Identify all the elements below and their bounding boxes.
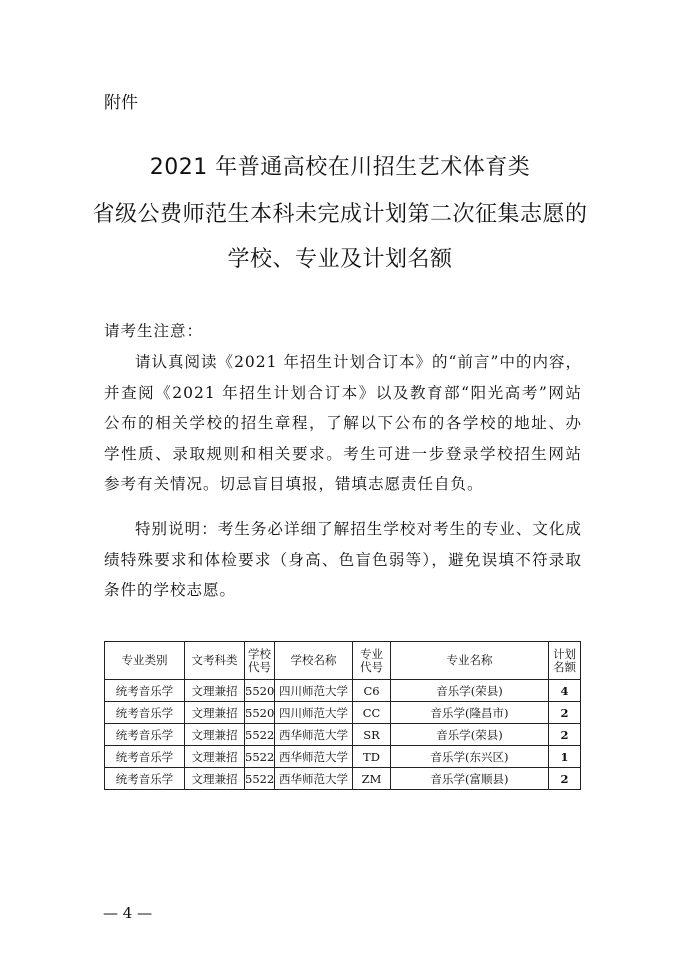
table-row	[105, 680, 581, 702]
header-school-name: 学校名称	[275, 642, 353, 680]
cell-quota: 4	[549, 680, 581, 702]
notice-paragraph-1: 请认真阅读《2021 年招生计划合订本》的“前言”中的内容，并查阅《2021 年招生计划合订本》以及教育部“阳光高考”网站公布的相关学校的招生章程，了解以下公布的各学校的地址、办学性质、录取规则和相关要求。考生可进一步登录学校招生网站参考有关情况。切忌盲目填报，错填志愿责任自负。	[104, 353, 582, 493]
cell-subject: 文理兼招	[185, 702, 245, 724]
cell-category: 统考音乐学	[105, 746, 185, 768]
header-major-code-line1: 专业	[360, 646, 383, 661]
cell-major-code: TD	[353, 746, 391, 768]
title-line-2: 省级公费师范生本科未完成计划第二次征集志愿的	[92, 202, 588, 227]
table-row	[105, 724, 581, 746]
header-major-category: 专业类别	[105, 642, 185, 680]
cell-category: 统考音乐学	[105, 768, 185, 790]
cell-major-code: CC	[353, 702, 391, 724]
cell-subject: 文理兼招	[185, 680, 245, 702]
cell-school-code: 5520	[245, 702, 275, 724]
cell-quota: 2	[549, 702, 581, 724]
title-line-1: 2021 年普通高校在川招生艺术体育类	[149, 155, 531, 180]
title-line-3: 学校、专业及计划名额	[227, 247, 453, 272]
cell-major-name: 音乐学(荣县)	[391, 724, 549, 746]
cell-major-code: ZM	[353, 768, 391, 790]
cell-subject: 文理兼招	[185, 724, 245, 746]
cell-school-code: 5522	[245, 724, 275, 746]
cell-major-code: C6	[353, 680, 391, 702]
cell-category: 统考音乐学	[105, 724, 185, 746]
cell-school-name: 西华师范大学	[275, 768, 353, 790]
table-row	[105, 746, 581, 768]
header-school-code-line1: 学校	[248, 646, 271, 661]
header-major-name: 专业名称	[391, 642, 549, 680]
cell-school-name: 四川师范大学	[275, 702, 353, 724]
table-header-row	[105, 642, 581, 680]
cell-subject: 文理兼招	[185, 746, 245, 768]
header-school-code-line2: 代号	[248, 659, 271, 674]
attachment-label: 附件	[104, 93, 138, 113]
cell-school-name: 西华师范大学	[275, 724, 353, 746]
header-major-code	[353, 642, 391, 680]
header-subject-type: 文考科类	[185, 642, 245, 680]
table-row	[105, 768, 581, 790]
cell-major-code: SR	[353, 724, 391, 746]
cell-major-name: 音乐学(东兴区)	[391, 746, 549, 768]
cell-category: 统考音乐学	[105, 680, 185, 702]
page-number: — 4 —	[103, 904, 153, 922]
notice-paragraph-2: 特别说明：考生务必详细了解招生学校对考生的专业、文化成绩特殊要求和体检要求（身高、色盲色弱等），避免误填不符录取条件的学校志愿。	[104, 520, 582, 599]
header-major-code-line2: 代号	[360, 659, 383, 674]
notice-heading: 请考生注意：	[104, 322, 204, 340]
cell-category: 统考音乐学	[105, 702, 185, 724]
table-row	[105, 702, 581, 724]
header-quota-line1: 计划	[553, 646, 576, 661]
cell-school-name: 四川师范大学	[275, 680, 353, 702]
header-quota-line2: 名额	[553, 659, 576, 674]
cell-school-code: 5522	[245, 768, 275, 790]
quota-table	[104, 641, 581, 790]
header-school-code	[245, 642, 275, 680]
cell-quota: 2	[549, 768, 581, 790]
cell-major-name: 音乐学(隆昌市)	[391, 702, 549, 724]
cell-major-name: 音乐学(荣县)	[391, 680, 549, 702]
header-quota	[549, 642, 581, 680]
cell-quota: 1	[549, 746, 581, 768]
cell-school-code: 5522	[245, 746, 275, 768]
cell-quota: 2	[549, 724, 581, 746]
cell-school-code: 5520	[245, 680, 275, 702]
cell-subject: 文理兼招	[185, 768, 245, 790]
cell-school-name: 西华师范大学	[275, 746, 353, 768]
cell-major-name: 音乐学(富顺县)	[391, 768, 549, 790]
